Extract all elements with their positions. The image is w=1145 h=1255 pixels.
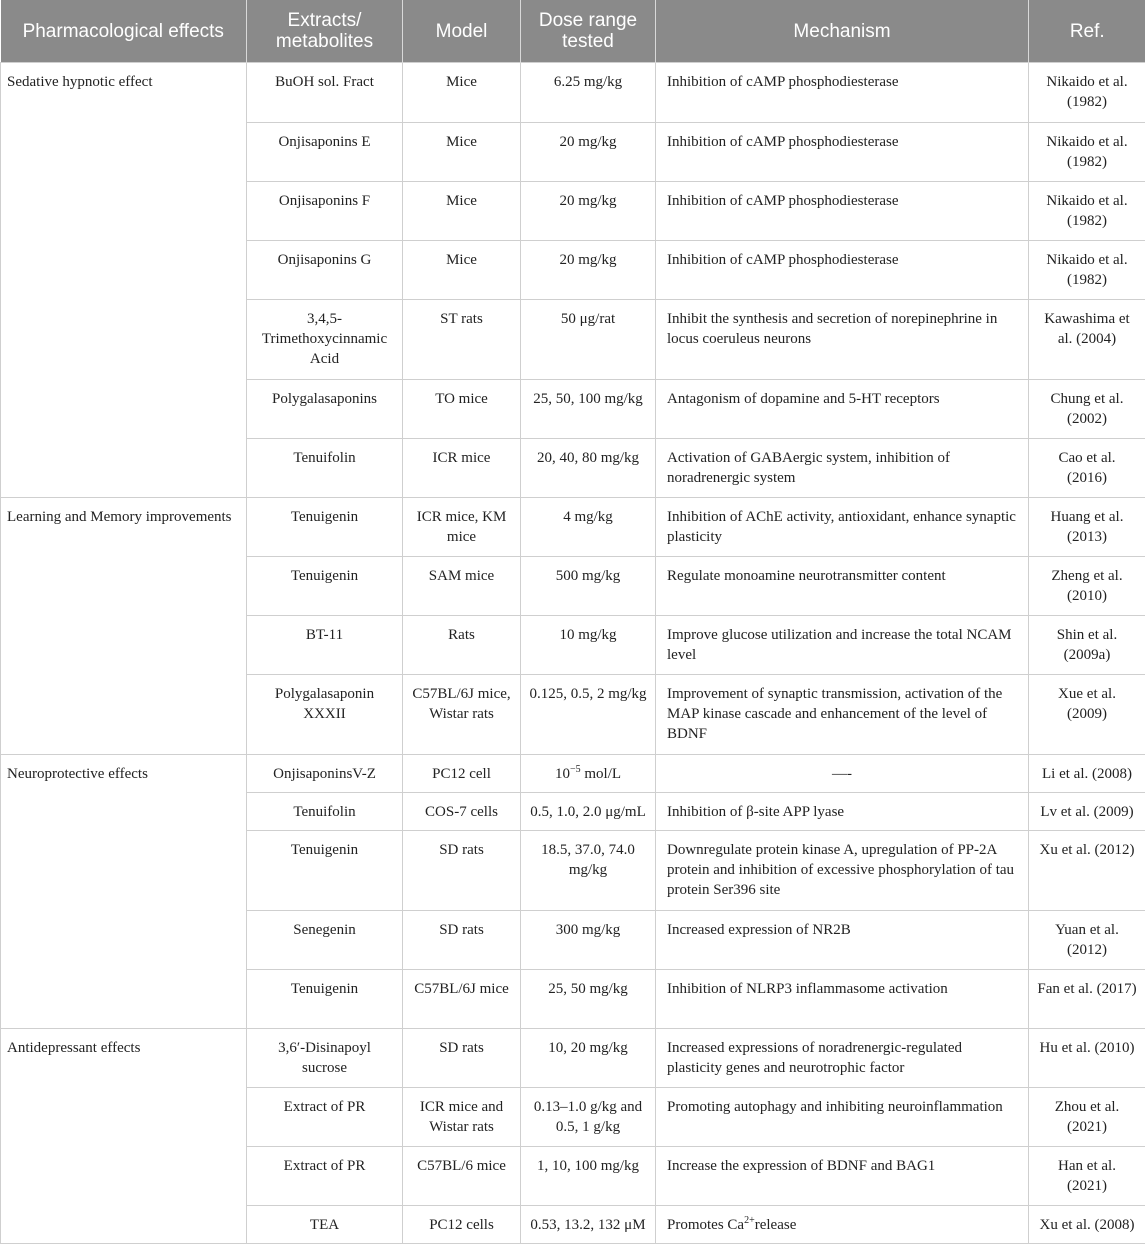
mechanism-cell: Regulate monoamine neurotransmitter content bbox=[656, 557, 1029, 616]
ref-cell: Huang et al. (2013) bbox=[1029, 498, 1145, 557]
mechanism-cell: Promoting autophagy and inhibiting neuroinflammation bbox=[656, 1088, 1029, 1147]
dose-cell: 25, 50 mg/kg bbox=[521, 970, 656, 1029]
ref-cell: Han et al. (2021) bbox=[1029, 1147, 1145, 1206]
effect-cell: Sedative hypnotic effect bbox=[1, 63, 247, 498]
header-model: Model bbox=[403, 0, 521, 63]
mechanism-cell: Antagonism of dopamine and 5-HT receptors bbox=[656, 380, 1029, 439]
mechanism-superscript: 2+ bbox=[744, 1215, 755, 1226]
ref-cell: Kawashima et al. (2004) bbox=[1029, 300, 1145, 380]
mechanism-cell: Inhibition of cAMP phosphodiesterase bbox=[656, 123, 1029, 182]
mechanism-cell: Inhibition of NLRP3 inflammasome activation bbox=[656, 970, 1029, 1029]
dose-cell: 20 mg/kg bbox=[521, 182, 656, 241]
model-cell: Rats bbox=[403, 616, 521, 675]
mechanism-cell: Inhibition of AChE activity, antioxidant, enhance synaptic plasticity bbox=[656, 498, 1029, 557]
model-cell: ICR mice, KM mice bbox=[403, 498, 521, 557]
model-cell: SD rats bbox=[403, 1029, 521, 1088]
effect-cell: Antidepressant effects bbox=[1, 1029, 247, 1244]
mechanism-cell: —- bbox=[656, 755, 1029, 793]
model-cell: C57BL/6J mice bbox=[403, 970, 521, 1029]
header-effects: Pharmacological effects bbox=[1, 0, 247, 63]
dose-cell: 1, 10, 100 mg/kg bbox=[521, 1147, 656, 1206]
extract-cell: TEA bbox=[247, 1206, 403, 1244]
ref-cell: Lv et al. (2009) bbox=[1029, 793, 1145, 831]
mechanism-cell: Increased expression of NR2B bbox=[656, 911, 1029, 970]
ref-cell: Hu et al. (2010) bbox=[1029, 1029, 1145, 1088]
mechanism-cell: Activation of GABAergic system, inhibition of noradrenergic system bbox=[656, 439, 1029, 498]
header-mechanism: Mechanism bbox=[656, 0, 1029, 63]
extract-cell: BuOH sol. Fract bbox=[247, 63, 403, 123]
dose-cell: 6.25 mg/kg bbox=[521, 63, 656, 123]
model-cell: Mice bbox=[403, 241, 521, 300]
effect-cell: Neuroprotective effects bbox=[1, 755, 247, 1029]
dose-cell: 0.125, 0.5, 2 mg/kg bbox=[521, 675, 656, 755]
ref-cell: Nikaido et al. (1982) bbox=[1029, 182, 1145, 241]
model-cell: SD rats bbox=[403, 831, 521, 911]
extract-cell: BT-11 bbox=[247, 616, 403, 675]
model-cell: C57BL/6 mice bbox=[403, 1147, 521, 1206]
table-row bbox=[1, 498, 1145, 557]
extract-cell: Tenuifolin bbox=[247, 793, 403, 831]
dose-cell bbox=[521, 755, 656, 793]
mechanism-text-end: release bbox=[754, 1217, 797, 1233]
dose-cell: 10 mg/kg bbox=[521, 616, 656, 675]
dose-cell: 4 mg/kg bbox=[521, 498, 656, 557]
ref-cell: Xue et al. (2009) bbox=[1029, 675, 1145, 755]
mechanism-cell: Increase the expression of BDNF and BAG1 bbox=[656, 1147, 1029, 1206]
extract-cell: Extract of PR bbox=[247, 1088, 403, 1147]
model-cell: ICR mice and Wistar rats bbox=[403, 1088, 521, 1147]
ref-cell: Nikaido et al. (1982) bbox=[1029, 63, 1145, 123]
model-cell: ICR mice bbox=[403, 439, 521, 498]
mechanism-cell: Downregulate protein kinase A, upregulation of PP-2A protein and inhibition of excessive phosphorylation of tau protein Ser396 site bbox=[656, 831, 1029, 911]
model-cell: Mice bbox=[403, 182, 521, 241]
ref-cell: Yuan et al. (2012) bbox=[1029, 911, 1145, 970]
ref-cell: Li et al. (2008) bbox=[1029, 755, 1145, 793]
extract-cell: Tenuigenin bbox=[247, 970, 403, 1029]
model-cell: COS-7 cells bbox=[403, 793, 521, 831]
dose-cell: 20, 40, 80 mg/kg bbox=[521, 439, 656, 498]
mechanism-cell: Increased expressions of noradrenergic-regulated plasticity genes and neurotrophic factor bbox=[656, 1029, 1029, 1088]
extract-cell: Onjisaponins F bbox=[247, 182, 403, 241]
extract-cell: Senegenin bbox=[247, 911, 403, 970]
extract-cell: Onjisaponins E bbox=[247, 123, 403, 182]
model-cell: C57BL/6J mice, Wistar rats bbox=[403, 675, 521, 755]
dose-cell: 50 μg/rat bbox=[521, 300, 656, 380]
table-row bbox=[1, 755, 1145, 793]
mechanism-cell: Inhibition of β-site APP lyase bbox=[656, 793, 1029, 831]
ref-cell: Chung et al. (2002) bbox=[1029, 380, 1145, 439]
extract-cell: 3,6′-Disinapoyl sucrose bbox=[247, 1029, 403, 1088]
dose-base: 10 bbox=[554, 766, 570, 782]
header-row bbox=[1, 0, 1145, 63]
ref-cell: Xu et al. (2012) bbox=[1029, 831, 1145, 911]
mechanism-cell: Improve glucose utilization and increase the total NCAM level bbox=[656, 616, 1029, 675]
dose-cell: 300 mg/kg bbox=[521, 911, 656, 970]
dose-cell: 20 mg/kg bbox=[521, 241, 656, 300]
ref-cell: Shin et al. (2009a) bbox=[1029, 616, 1145, 675]
extract-cell: Tenuigenin bbox=[247, 831, 403, 911]
model-cell: PC12 cell bbox=[403, 755, 521, 793]
ref-cell: Cao et al. (2016) bbox=[1029, 439, 1145, 498]
ref-cell: Fan et al. (2017) bbox=[1029, 970, 1145, 1029]
table-row bbox=[1, 1029, 1145, 1088]
model-cell: ST rats bbox=[403, 300, 521, 380]
model-cell: SD rats bbox=[403, 911, 521, 970]
dose-cell: 18.5, 37.0, 74.0 mg/kg bbox=[521, 831, 656, 911]
table-row bbox=[1, 63, 1145, 123]
mechanism-cell: Inhibition of cAMP phosphodiesterase bbox=[656, 182, 1029, 241]
extract-cell: Tenuigenin bbox=[247, 557, 403, 616]
extract-cell: Polygalasaponin XXXII bbox=[247, 675, 403, 755]
model-cell: PC12 cells bbox=[403, 1206, 521, 1244]
extract-cell: 3,4,5-Trimethoxycinnamic Acid bbox=[247, 300, 403, 380]
model-cell: Mice bbox=[403, 123, 521, 182]
mechanism-text: Promotes Ca bbox=[667, 1217, 745, 1233]
mechanism-cell: Inhibition of cAMP phosphodiesterase bbox=[656, 241, 1029, 300]
ref-cell: Zheng et al. (2010) bbox=[1029, 557, 1145, 616]
extract-cell: Extract of PR bbox=[247, 1147, 403, 1206]
model-cell: SAM mice bbox=[403, 557, 521, 616]
extract-cell: OnjisaponinsV-Z bbox=[247, 755, 403, 793]
header-ref: Ref. bbox=[1029, 0, 1145, 63]
dose-cell: 25, 50, 100 mg/kg bbox=[521, 380, 656, 439]
effect-cell: Learning and Memory improvements bbox=[1, 498, 247, 755]
ref-cell: Nikaido et al. (1982) bbox=[1029, 241, 1145, 300]
extract-cell: Polygalasaponins bbox=[247, 380, 403, 439]
mechanism-cell: Improvement of synaptic transmission, activation of the MAP kinase cascade and enhancement of the level of BDNF bbox=[656, 675, 1029, 755]
mechanism-cell: Inhibit the synthesis and secretion of norepinephrine in locus coeruleus neurons bbox=[656, 300, 1029, 380]
dose-cell: 20 mg/kg bbox=[521, 123, 656, 182]
extract-cell: Tenuigenin bbox=[247, 498, 403, 557]
ref-cell: Nikaido et al. (1982) bbox=[1029, 123, 1145, 182]
dose-cell: 0.53, 13.2, 132 μM bbox=[521, 1206, 656, 1244]
mechanism-cell bbox=[656, 1206, 1029, 1244]
mechanism-cell: Inhibition of cAMP phosphodiesterase bbox=[656, 63, 1029, 123]
ref-cell: Xu et al. (2008) bbox=[1029, 1206, 1145, 1244]
model-cell: Mice bbox=[403, 63, 521, 123]
header-dose: Dose range tested bbox=[521, 0, 656, 63]
extract-cell: Tenuifolin bbox=[247, 439, 403, 498]
dose-exponent: −5 bbox=[569, 764, 581, 775]
dose-cell: 0.13–1.0 g/kg and 0.5, 1 g/kg bbox=[521, 1088, 656, 1147]
header-extracts: Extracts/ metabolites bbox=[247, 0, 403, 63]
model-cell: TO mice bbox=[403, 380, 521, 439]
ref-cell: Zhou et al. (2021) bbox=[1029, 1088, 1145, 1147]
extract-cell: Onjisaponins G bbox=[247, 241, 403, 300]
dose-unit: mol/L bbox=[580, 766, 622, 782]
dose-cell: 0.5, 1.0, 2.0 μg/mL bbox=[521, 793, 656, 831]
dose-cell: 500 mg/kg bbox=[521, 557, 656, 616]
dose-cell: 10, 20 mg/kg bbox=[521, 1029, 656, 1088]
